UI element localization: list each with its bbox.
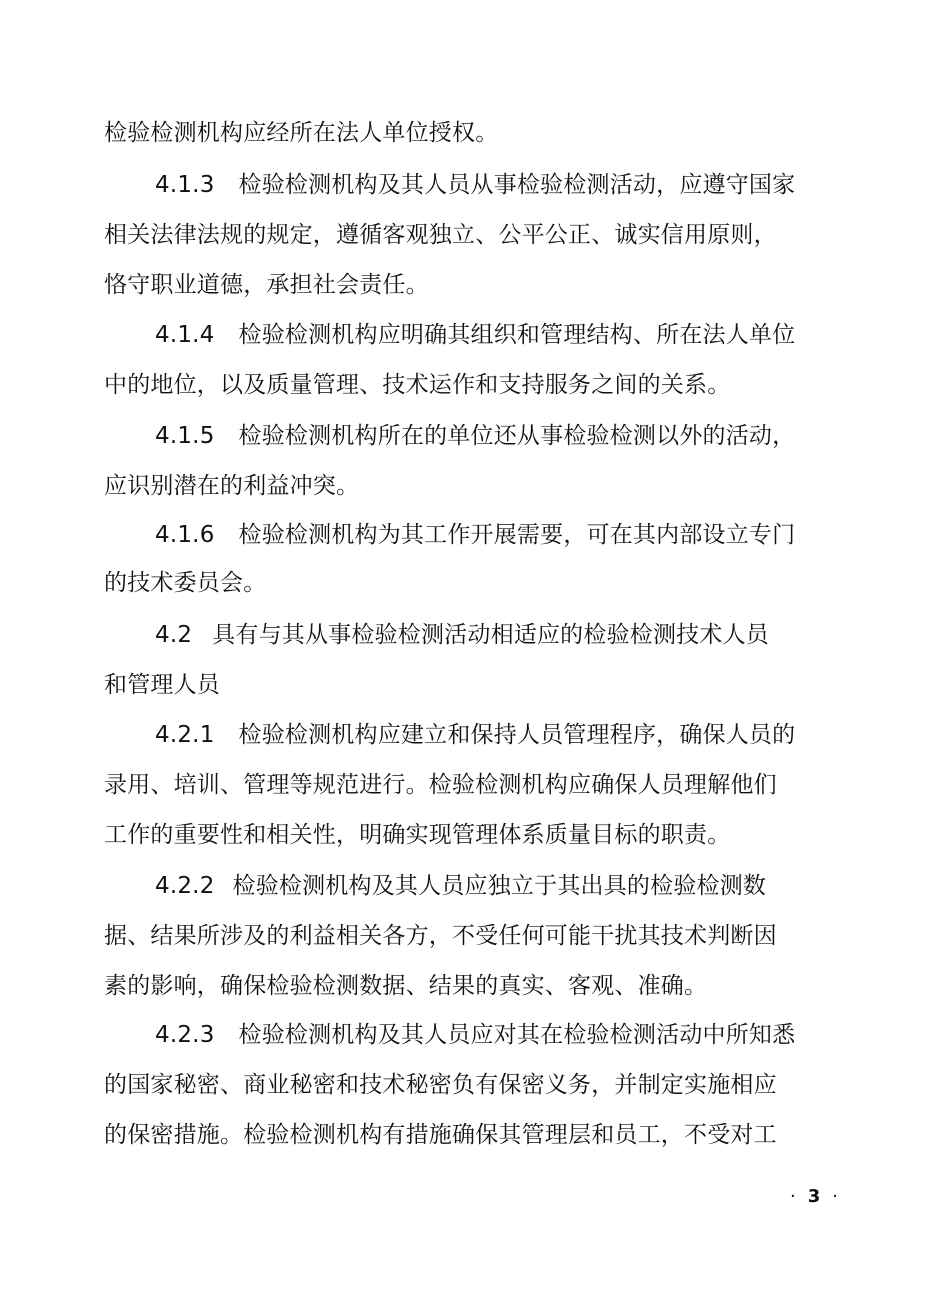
clause-4-1-4-line-1 [155,320,795,350]
text-line: 具有与其从事检验检测活动相适应的检验检测技术人员 [212,622,769,648]
clause-4-1-3-line-1 [155,170,795,200]
section-4-2-heading-line-1 [155,620,769,650]
text-line: 检验检测机构应明确其组织和管理结构、所在法人单位 [238,322,796,348]
text-line: 检验检测机构应建立和保持人员管理程序，确保人员的 [238,722,796,748]
text-line: 工作的重要性和相关性，明确实现管理体系质量目标的职责。 [104,822,731,848]
clause-number: 4.2.2 [155,873,215,899]
page-number-value: 3 [807,1186,821,1207]
page-number-dot-left: · [790,1186,796,1207]
text-line: 检验检测机构及其人员从事检验检测活动，应遵守国家 [238,172,796,198]
page-number-dot-right: · [832,1186,838,1207]
clause-number: 4.1.5 [155,423,215,449]
section-number: 4.2 [155,622,193,648]
clause-number: 4.2.3 [155,1022,215,1048]
clause-4-2-1-line-1 [155,720,795,750]
text-line: 应识别潜在的利益冲突。 [104,473,360,499]
text-line: 恪守职业道德，承担社会责任。 [104,272,429,298]
clause-4-1-5-line-1 [155,421,795,451]
text-line: 检验检测机构及其人员应独立于其出具的检验检测数 [232,873,767,899]
text-line: 检验检测机构应经所在法人单位授权。 [104,120,499,146]
clause-number: 4.2.1 [155,722,215,748]
text-line: 相关法律法规的规定，遵循客观独立、公平公正、诚实信用原则， [104,222,777,248]
clause-number: 4.1.3 [155,172,215,198]
text-line: 检验检测机构所在的单位还从事检验检测以外的活动， [238,423,796,449]
page-number [778,1186,850,1207]
text-line: 和管理人员 [104,672,220,698]
clause-4-2-3-line-1 [155,1020,795,1050]
text-line: 的国家秘密、商业秘密和技术秘密负有保密义务，并制定实施相应 [104,1072,777,1098]
text-line: 中的地位，以及质量管理、技术运作和支持服务之间的关系。 [104,372,731,398]
text-line: 的技术委员会。 [104,570,267,596]
clause-4-2-2-line-1 [155,871,766,901]
text-line: 录用、培训、管理等规范进行。检验检测机构应确保人员理解他们 [104,772,777,798]
text-line: 检验检测机构为其工作开展需要，可在其内部设立专门 [238,522,796,548]
text-line: 检验检测机构及其人员应对其在检验检测活动中所知悉 [238,1022,796,1048]
clause-number: 4.1.4 [155,322,215,348]
text-line: 的保密措施。检验检测机构有措施确保其管理层和员工，不受对工 [104,1122,777,1148]
clause-4-1-6-line-1 [155,520,795,550]
text-line: 素的影响，确保检验检测数据、结果的真实、客观、准确。 [104,973,708,999]
clause-number: 4.1.6 [155,522,215,548]
text-line: 据、结果所涉及的利益相关各方，不受任何可能干扰其技术判断因 [104,923,777,949]
